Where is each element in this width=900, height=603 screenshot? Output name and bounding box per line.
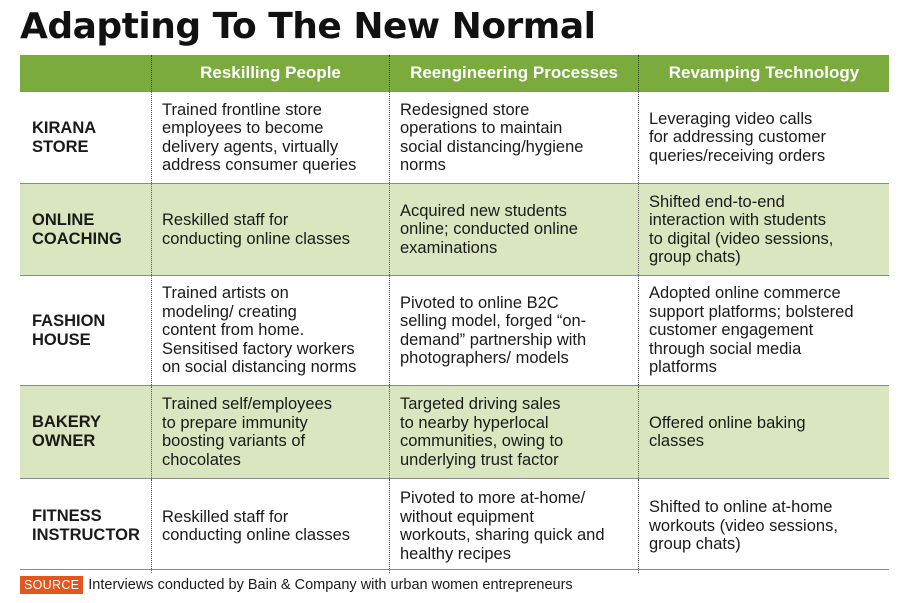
table-header-row [20, 55, 889, 91]
row-label: FITNESS INSTRUCTOR [32, 507, 140, 544]
table-cell: Leveraging video calls for addressing customer queries/receiving orders [638, 92, 889, 183]
table-cell: Redesigned store operations to maintain social distancing/hygiene norms [389, 92, 638, 183]
header-reengineering-processes: Reengineering Processes [389, 55, 638, 91]
row-label: FASHION HOUSE [32, 311, 106, 349]
header-revamping-technology: Revamping Technology [638, 55, 889, 91]
table-cell: Shifted end-to-end interaction with students to digital (video sessions, group chats) [638, 184, 889, 275]
table-row-bakery-owner [20, 385, 889, 478]
table-cell: Trained self/employees to prepare immunity boosting variants of chocolates [151, 386, 389, 478]
table-bottom-divider [20, 569, 889, 570]
table-cell: Trained artists on modeling/ creating content from home. Sensitised factory workers on social distancing norms [151, 276, 389, 385]
comparison-table [20, 55, 889, 573]
table-cell: Targeted driving sales to nearby hyperlocal communities, owing to underlying trust factor [389, 386, 638, 478]
source-text: Interviews conducted by Bain & Company with urban women entrepreneurs [88, 577, 573, 593]
header-corner-cell [20, 55, 151, 91]
row-label: ONLINE COACHING [32, 210, 122, 248]
row-label: KIRANA STORE [32, 118, 97, 156]
table-row-online-coaching [20, 183, 889, 275]
table-cell: Trained frontline store employees to become delivery agents, virtually address consumer queries [151, 92, 389, 183]
table-cell: Pivoted to more at-home/ without equipment workouts, sharing quick and healthy recipes [389, 479, 638, 573]
table-cell: Reskilled staff for conducting online classes [151, 479, 389, 573]
table-cell: Shifted to online at-home workouts (video sessions, group chats) [638, 479, 889, 573]
table-row-kirana-store [20, 91, 889, 183]
table-row-fitness-instructor [20, 478, 889, 573]
table-cell: Acquired new students online; conducted online examinations [389, 184, 638, 275]
table-cell: Offered online baking classes [638, 386, 889, 478]
table-cell: Reskilled staff for conducting online classes [151, 184, 389, 275]
table-cell: Adopted online commerce support platforms; bolstered customer engagement through social media platforms [638, 276, 889, 385]
page-title: Adapting To The New Normal [20, 6, 596, 47]
source-note [20, 576, 573, 594]
table-row-fashion-house [20, 275, 889, 385]
source-badge: SOURCE [20, 576, 83, 594]
header-reskilling-people: Reskilling People [151, 55, 389, 91]
row-label: BAKERY OWNER [32, 413, 102, 450]
table-cell: Pivoted to online B2C selling model, forged “on- demand” partnership with photographers/ models [389, 276, 638, 385]
